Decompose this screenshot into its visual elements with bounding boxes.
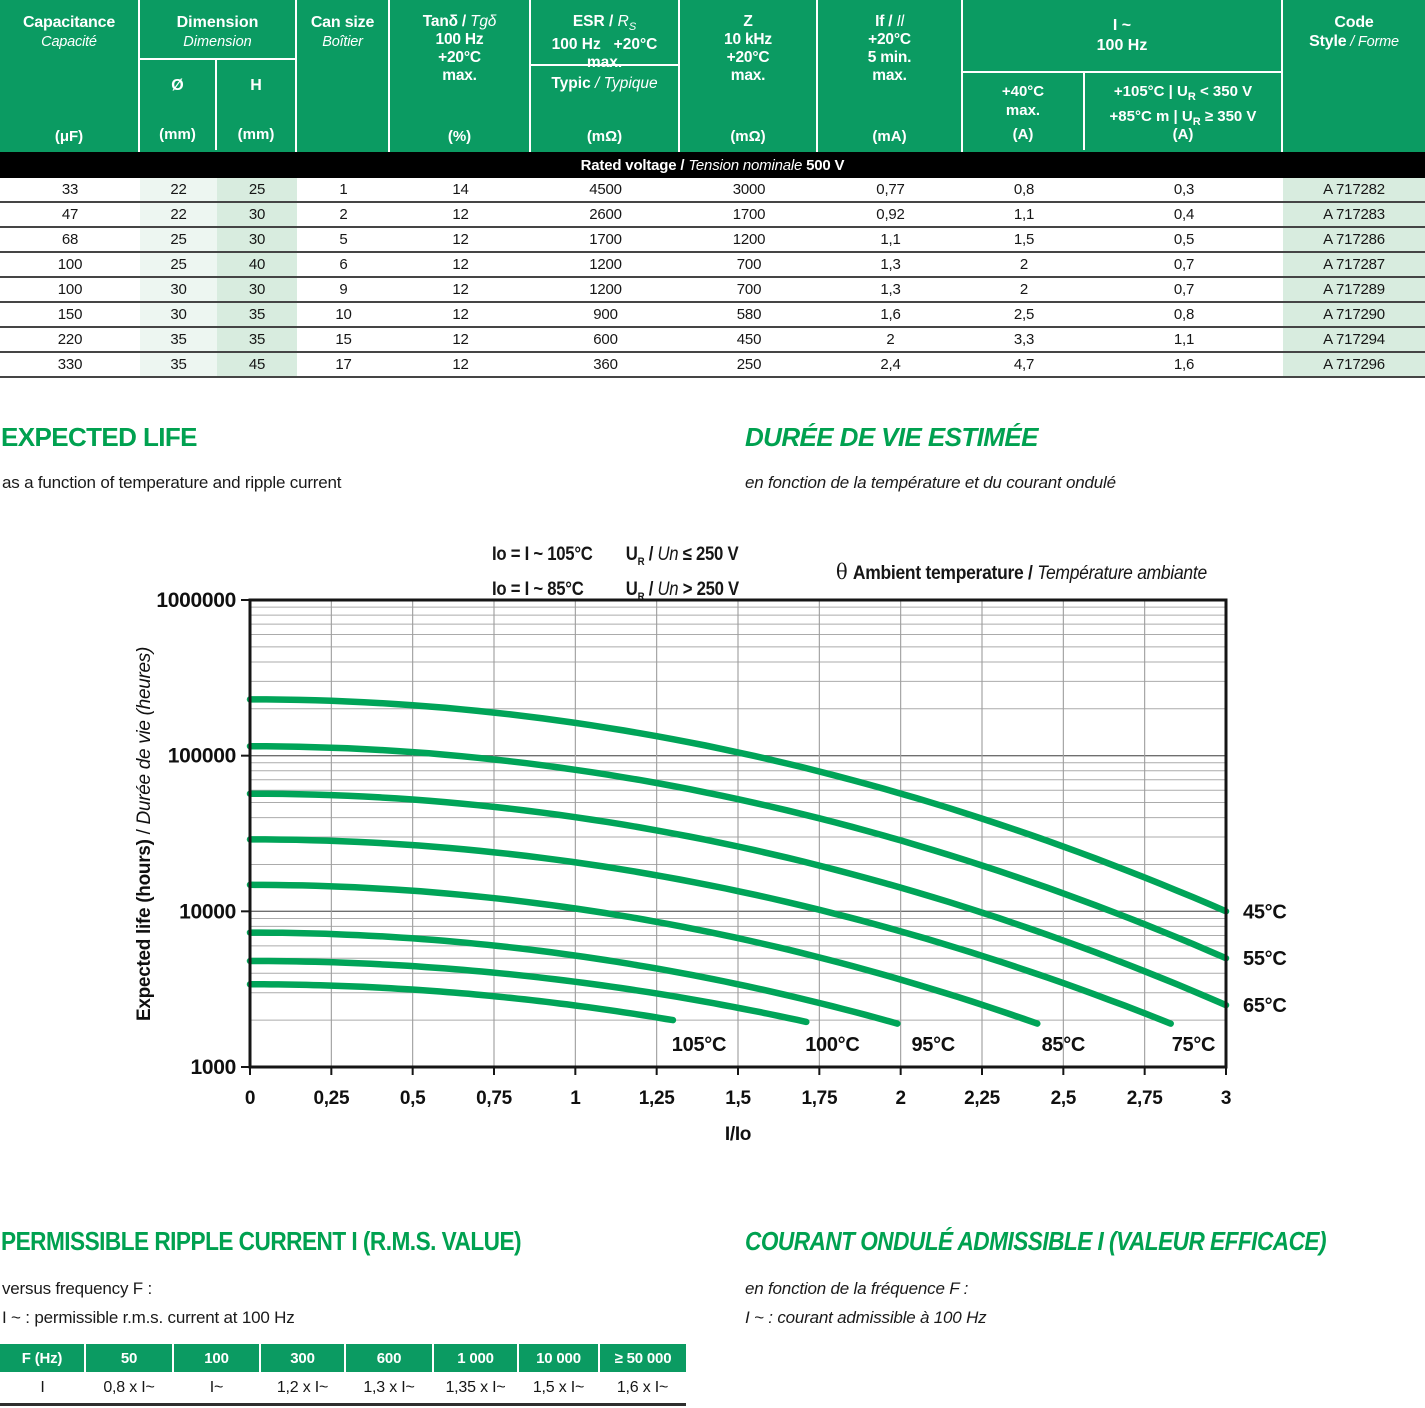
can-size-label: Can size <box>310 14 375 31</box>
legend1-un: Un <box>657 544 679 565</box>
legend2-ur-sub: R <box>637 590 645 603</box>
freq-data-cell: I~ <box>173 1372 260 1405</box>
table-cell: 0,7 <box>1085 277 1283 302</box>
table-cell: 15 <box>297 327 390 352</box>
iac-40c-label: +40°C <box>1001 83 1045 100</box>
freq-header-cell: 10 000 <box>518 1344 599 1372</box>
iac-105c-line1b: < 350 V <box>1195 83 1253 100</box>
table-cell: 35 <box>140 352 217 377</box>
table-cell: 0,3 <box>1085 178 1283 202</box>
table-cell: 1700 <box>680 202 818 227</box>
x-tick-label: 1 <box>570 1088 581 1109</box>
table-cell: 1,1 <box>818 227 963 252</box>
tan-freq: 100 Hz <box>435 31 484 48</box>
freq-data-cell: I <box>0 1372 85 1405</box>
capacitance-label-fr: Capacité <box>41 34 97 50</box>
table-row <box>0 252 1425 277</box>
header-diameter <box>140 60 217 150</box>
header-code <box>1283 0 1425 152</box>
table-cell: A 717294 <box>1283 327 1425 352</box>
table-cell: 1200 <box>531 277 680 302</box>
tan-unit: (%) <box>447 128 472 145</box>
legend1-ur-sub: R <box>637 555 645 568</box>
x-axis-title: I/Io <box>724 1124 752 1145</box>
x-tick-label: 0,5 <box>399 1088 426 1109</box>
table-cell: 14 <box>390 178 531 202</box>
ripple-subtitle-1: versus frequency F : <box>2 1279 153 1298</box>
curve-label-105c: 105°C <box>671 1034 727 1056</box>
table-cell: 45 <box>217 352 297 377</box>
table-row <box>0 227 1425 252</box>
table-cell: 25 <box>140 252 217 277</box>
esr-rs: R <box>617 13 629 30</box>
header-dimension <box>140 0 297 152</box>
table-cell: A 717282 <box>1283 178 1425 202</box>
esr-typic-sep: / <box>590 75 604 92</box>
code-style-label-fr: Forme <box>1357 34 1399 50</box>
table-cell: 0,5 <box>1085 227 1283 252</box>
freq-header-cell: 100 <box>173 1344 260 1372</box>
table-cell: 360 <box>531 352 680 377</box>
table-row <box>0 202 1425 227</box>
tan-temp: +20°C <box>438 49 481 66</box>
table-row <box>0 302 1425 327</box>
table-cell: 12 <box>390 327 531 352</box>
freq-header-cell: 1 000 <box>433 1344 518 1372</box>
tan-label-fr: Tgδ <box>470 13 497 30</box>
table-cell: 2,5 <box>963 302 1085 327</box>
header-iac-40c <box>963 73 1085 150</box>
table-cell: 30 <box>140 277 217 302</box>
expected-life-subtitle: as a function of temperature and ripple current <box>2 473 342 492</box>
x-tick-label: 2 <box>895 1088 906 1109</box>
legend2-voltage: > 250 V <box>678 578 739 600</box>
x-tick-label: 0,25 <box>313 1088 350 1109</box>
iac-105c-unit: (A) <box>1172 126 1194 143</box>
table-cell: 3000 <box>680 178 818 202</box>
legend2-ur: U <box>625 578 638 600</box>
table-cell: 1,6 <box>818 302 963 327</box>
table-cell: 150 <box>0 302 140 327</box>
y-tick-label: 100000 <box>167 744 236 768</box>
table-cell: 22 <box>140 178 217 202</box>
freq-data-cell: 1,3 x I~ <box>345 1372 433 1405</box>
x-tick-label: 2,5 <box>1050 1088 1077 1109</box>
legend2-io: Io = I ~ 85°C <box>492 578 584 600</box>
legend1-voltage: ≤ 250 V <box>678 544 739 565</box>
capacitance-unit: (μF) <box>54 128 84 145</box>
legend2-slash: / <box>644 578 658 600</box>
table-cell: 68 <box>0 227 140 252</box>
x-tick-label: 0 <box>244 1088 256 1109</box>
x-tick-label: 2,25 <box>964 1088 1000 1109</box>
table-row <box>0 327 1425 352</box>
header-leakage <box>818 0 963 152</box>
x-tick-label: 2,75 <box>1126 1088 1163 1109</box>
table-cell: 1200 <box>531 252 680 277</box>
spec-table-header <box>0 0 1425 152</box>
height-unit: (mm) <box>237 126 275 143</box>
table-cell: 1,6 <box>1085 352 1283 377</box>
table-cell: 33 <box>0 178 140 202</box>
iac-105c-line2b: ≥ 350 V <box>1200 108 1257 125</box>
table-cell: A 717290 <box>1283 302 1425 327</box>
dimension-label-fr: Dimension <box>183 34 252 50</box>
table-cell: 0,92 <box>818 202 963 227</box>
curve-label-100c: 100°C <box>805 1034 860 1056</box>
z-temp: +20°C <box>726 49 770 66</box>
table-cell: 12 <box>390 277 531 302</box>
table-cell: 2 <box>963 252 1085 277</box>
rated-voltage-sep: / <box>676 156 689 174</box>
table-cell: 30 <box>217 227 297 252</box>
esr-rs-sub: S <box>628 21 637 34</box>
freq-data-cell: 0,8 x I~ <box>85 1372 173 1405</box>
header-iac-105c <box>1085 73 1281 150</box>
leakage-unit: (mA) <box>872 128 907 145</box>
table-cell: 12 <box>390 302 531 327</box>
dimension-label: Dimension <box>176 14 259 31</box>
esr-typic: Typic <box>551 75 591 92</box>
table-cell: 25 <box>217 178 297 202</box>
table-cell: 1,1 <box>963 202 1085 227</box>
iac-105c-line2-sub: R <box>1192 116 1201 128</box>
code-label: Code <box>1334 14 1374 31</box>
table-cell: 30 <box>217 202 297 227</box>
freq-header-cell: 300 <box>260 1344 345 1372</box>
table-cell: 700 <box>680 252 818 277</box>
z-unit: (mΩ) <box>730 128 766 145</box>
theta-icon: θ <box>836 560 848 584</box>
legend1-slash: / <box>644 544 658 565</box>
esr-typic-fr: Typique <box>603 75 658 92</box>
table-cell: 1 <box>297 178 390 202</box>
table-cell: 35 <box>140 327 217 352</box>
table-cell: 0,7 <box>1085 252 1283 277</box>
table-cell: 30 <box>140 302 217 327</box>
tan-label: Tanδ / <box>422 13 471 30</box>
rated-voltage-label-fr: Tension nominale <box>688 156 807 174</box>
table-cell: 0,77 <box>818 178 963 202</box>
table-cell: 1200 <box>680 227 818 252</box>
table-cell: 1,3 <box>818 277 963 302</box>
table-cell: 580 <box>680 302 818 327</box>
table-cell: 2600 <box>531 202 680 227</box>
leakage-temp: +20°C <box>868 31 911 48</box>
ripple-subtitle-2: I ~ : permissible r.m.s. current at 100 Hz <box>2 1308 295 1327</box>
curve-label-65c: 65°C <box>1243 995 1287 1018</box>
iac-40c-max: max. <box>1005 102 1041 119</box>
x-tick-label: 1,5 <box>725 1088 751 1109</box>
x-tick-label: 1,25 <box>638 1088 675 1109</box>
legend2-un: Un <box>657 578 679 600</box>
freq-data-cell: 1,6 x I~ <box>599 1372 686 1405</box>
z-label: Z <box>743 13 753 30</box>
table-cell: 9 <box>297 277 390 302</box>
table-cell: 12 <box>390 252 531 277</box>
can-size-label-fr: Boîtier <box>322 34 363 50</box>
iac-label: I ~ <box>1112 17 1132 34</box>
ripple-current-title-fr: COURANT ONDULÉ ADMISSIBLE I (VALEUR EFFICACE) <box>745 1226 1326 1256</box>
table-cell: A 717283 <box>1283 202 1425 227</box>
table-cell: 700 <box>680 277 818 302</box>
table-cell: 600 <box>531 327 680 352</box>
y-tick-label: 1000000 <box>156 589 236 612</box>
table-cell: 12 <box>390 227 531 252</box>
table-cell: 2 <box>818 327 963 352</box>
table-row <box>0 178 1425 202</box>
table-cell: 250 <box>680 352 818 377</box>
table-cell: 330 <box>0 352 140 377</box>
esr-max: max. <box>586 54 623 72</box>
ripple-subtitle-2-fr: I ~ : courant admissible à 100 Hz <box>745 1308 987 1327</box>
table-cell: 40 <box>217 252 297 277</box>
table-cell: 22 <box>140 202 217 227</box>
table-cell: 450 <box>680 327 818 352</box>
table-cell: 4500 <box>531 178 680 202</box>
table-row <box>0 277 1425 302</box>
z-max: max. <box>730 67 766 84</box>
tan-max: max. <box>442 67 477 84</box>
table-cell: 100 <box>0 277 140 302</box>
curve-label-55c: 55°C <box>1243 948 1287 971</box>
spec-table-body-rows <box>0 178 1425 377</box>
header-capacitance <box>0 0 140 152</box>
table-cell: 5 <box>297 227 390 252</box>
iac-40c-unit: (A) <box>1012 126 1034 143</box>
table-cell: 0,8 <box>963 178 1085 202</box>
table-cell: 12 <box>390 202 531 227</box>
curve-label-75c: 75°C <box>1171 1034 1216 1056</box>
z-freq: 10 kHz <box>724 31 772 48</box>
table-cell: 1,3 <box>818 252 963 277</box>
ripple-subtitle-1-fr: en fonction de la fréquence F : <box>745 1279 969 1298</box>
table-cell: 47 <box>0 202 140 227</box>
esr-unit: (mΩ) <box>586 128 623 145</box>
freq-data-row <box>0 1372 686 1405</box>
capacitance-label: Capacitance <box>22 14 116 31</box>
table-cell: 900 <box>531 302 680 327</box>
freq-data-cell: 1,2 x I~ <box>260 1372 345 1405</box>
iac-105c-line1-sub: R <box>1187 91 1196 103</box>
table-cell: 0,8 <box>1085 302 1283 327</box>
header-height <box>217 60 295 150</box>
x-tick-label: 1,75 <box>801 1088 838 1109</box>
leakage-time: 5 min. <box>867 49 912 66</box>
freq-data-cell: 1,35 x I~ <box>433 1372 518 1405</box>
header-impedance <box>680 0 818 152</box>
table-cell: 17 <box>297 352 390 377</box>
table-cell: 100 <box>0 252 140 277</box>
spec-table <box>0 178 1425 378</box>
esr-label: ESR / <box>572 13 618 30</box>
frequency-multiplier-table <box>0 1344 686 1406</box>
legend1-ur: U <box>625 544 638 565</box>
code-style-label: Style <box>1309 33 1347 50</box>
curve-label-85c: 85°C <box>1041 1034 1086 1056</box>
table-cell: 1,5 <box>963 227 1085 252</box>
table-cell: 35 <box>217 302 297 327</box>
rated-voltage-label: Rated voltage <box>580 156 677 174</box>
table-cell: 0,4 <box>1085 202 1283 227</box>
table-cell: 10 <box>297 302 390 327</box>
table-cell: 6 <box>297 252 390 277</box>
header-ripple-current <box>963 0 1283 152</box>
expected-life-chart <box>0 530 1425 1180</box>
table-cell: 2,4 <box>818 352 963 377</box>
diameter-symbol: Ø <box>171 77 184 94</box>
diameter-unit: (mm) <box>159 126 196 143</box>
freq-header-cell: 50 <box>85 1344 173 1372</box>
table-cell: 1700 <box>531 227 680 252</box>
rated-voltage-value: 500 V <box>806 156 845 174</box>
esr-conditions: 100 Hz +20°C <box>551 36 658 54</box>
freq-data-cell: 1,5 x I~ <box>518 1372 599 1405</box>
table-cell: A 717286 <box>1283 227 1425 252</box>
header-can-size <box>297 0 390 152</box>
y-tick-label: 1000 <box>190 1056 236 1079</box>
table-cell: 30 <box>217 277 297 302</box>
table-cell: 1,1 <box>1085 327 1283 352</box>
leakage-label: If / <box>875 13 897 30</box>
table-cell: 3,3 <box>963 327 1085 352</box>
curve-label-95c: 95°C <box>911 1034 955 1056</box>
x-tick-label: 3 <box>1220 1088 1232 1109</box>
iac-freq: 100 Hz <box>1096 37 1148 54</box>
ambient-sep: / <box>1023 563 1038 584</box>
iac-105c-line1: +105°C | U <box>1113 83 1188 100</box>
table-cell: 220 <box>0 327 140 352</box>
x-tick-label: 0,75 <box>476 1088 512 1109</box>
expected-life-title-fr: DURÉE DE VIE ESTIMÉE <box>745 422 1038 452</box>
curve-label-45c: 45°C <box>1243 901 1287 924</box>
ripple-current-title: PERMISSIBLE RIPPLE CURRENT I (R.M.S. VALUE) <box>1 1226 522 1256</box>
table-cell: 4,7 <box>963 352 1085 377</box>
freq-header-row <box>0 1344 686 1372</box>
table-cell: 2 <box>963 277 1085 302</box>
height-symbol: H <box>250 77 262 94</box>
ambient-temperature-label-fr: Température ambiante <box>1037 563 1207 584</box>
freq-header-cell: ≥ 50 000 <box>599 1344 686 1372</box>
table-cell: 25 <box>140 227 217 252</box>
ambient-temperature-label: Ambient temperature <box>852 563 1024 584</box>
expected-life-title: EXPECTED LIFE <box>1 422 197 452</box>
leakage-max: max. <box>872 67 907 84</box>
rated-voltage-bar <box>0 152 1425 178</box>
header-esr <box>531 0 680 152</box>
iac-105c-line2: +85°C m | U <box>1109 108 1193 125</box>
table-cell: 35 <box>217 327 297 352</box>
table-cell: 12 <box>390 352 531 377</box>
freq-header-cell: F (Hz) <box>0 1344 85 1372</box>
table-row <box>0 352 1425 377</box>
y-axis-title: Expected life (hours) / Durée de vie (heures) <box>134 646 155 1022</box>
legend1-io: Io = I ~ 105°C <box>492 544 593 565</box>
expected-life-subtitle-fr: en fonction de la température et du courant ondulé <box>745 473 1116 492</box>
leakage-label-fr: Il <box>896 13 904 30</box>
y-tick-label: 10000 <box>179 900 236 924</box>
freq-header-cell: 600 <box>345 1344 433 1372</box>
table-cell: A 717289 <box>1283 277 1425 302</box>
header-tan-delta <box>390 0 531 152</box>
table-cell: A 717287 <box>1283 252 1425 277</box>
code-sep: / <box>1346 34 1358 50</box>
table-cell: 2 <box>297 202 390 227</box>
table-cell: A 717296 <box>1283 352 1425 377</box>
